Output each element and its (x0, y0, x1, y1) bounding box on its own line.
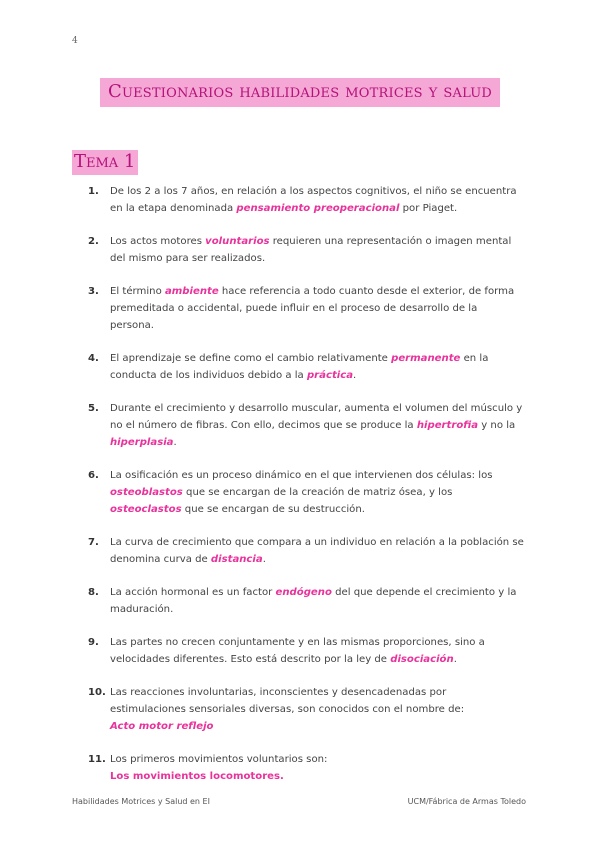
question-number: 7. (88, 537, 99, 548)
question-number: 11. (88, 754, 106, 765)
answer: osteoblastos (110, 487, 183, 498)
footer-institution: UCM/Fábrica de Armas Toledo (407, 797, 526, 806)
question-text: Durante el crecimiento y desarrollo muscular, aumenta el volumen del músculo y no el número de fibras. Con ello, decimos que se produce la (110, 403, 523, 431)
answer: disociación (390, 654, 454, 665)
page-mark: 4 (72, 36, 78, 46)
question-text: El término (110, 286, 165, 297)
question-item (88, 400, 524, 451)
question-item (88, 751, 524, 785)
question-text: del que depende el crecimiento y la maduración. (110, 587, 517, 615)
answer: Acto motor reflejo (110, 721, 214, 732)
answer: endógeno (275, 587, 332, 598)
question-text: y no la (478, 420, 516, 431)
answer: hipertrofia (416, 420, 479, 431)
answer: Los movimientos locomotores. (110, 771, 284, 782)
question-item (88, 584, 524, 618)
answer: ambiente (164, 286, 219, 297)
page-title: Cuestionarios habilidades motrices y salud (100, 78, 500, 107)
question-item (88, 467, 524, 518)
question-text: La curva de crecimiento que compara a un individuo en relación a la población se denomina curva de (110, 537, 524, 565)
question-item (88, 233, 524, 267)
question-text: . (353, 370, 357, 381)
question-text: Las partes no crecen conjuntamente y en las mismas proporciones, sino a velocidades diferentes. Esto está descrito por la ley de (110, 637, 485, 665)
answer: pensamiento preoperacional (236, 203, 400, 214)
question-number: 2. (88, 236, 99, 247)
answer: hiperplasia (110, 437, 174, 448)
question-text: La acción hormonal es un factor (110, 587, 276, 598)
question-text: Los primeros movimientos voluntarios son: (110, 754, 328, 765)
question-item (88, 634, 524, 668)
question-text: . (173, 437, 177, 448)
question-text: El aprendizaje se define como el cambio relativamente (110, 353, 392, 364)
question-text: por Piaget. (399, 203, 458, 214)
question-text: requieren una representación o imagen mental del mismo para ser realizados. (110, 236, 512, 264)
answer: práctica (306, 370, 354, 381)
question-text: De los 2 a los 7 años, en relación a los aspectos cognitivos, el niño se encuentra en la etapa denominada (110, 186, 517, 214)
question-number: 8. (88, 587, 99, 598)
question-number: 4. (88, 353, 99, 364)
question-text: que se encargan de su destrucción. (181, 504, 365, 515)
question-text: . (453, 654, 457, 665)
question-item (88, 283, 524, 334)
answer: distancia (210, 554, 263, 565)
question-number: 6. (88, 470, 99, 481)
answer: voluntarios (205, 236, 270, 247)
question-text: . (262, 554, 266, 565)
question-text: hace referencia a todo cuanto desde el exterior, de forma premeditada o accidental, puede influir en el proceso de desarrollo de la persona. (110, 286, 515, 331)
question-item (88, 350, 524, 384)
question-text: Los actos motores (110, 236, 206, 247)
question-text: Las reacciones involuntarias, inconscientes y desencadenadas por estimulaciones sensoriales diversas, son conocidos con el nombre de: (110, 687, 465, 715)
answer: osteoclastos (110, 504, 182, 515)
question-item (88, 183, 524, 217)
question-text: que se encargan de la creación de matriz ósea, y los (182, 487, 453, 498)
question-number: 10. (88, 687, 106, 698)
question-text: en la conducta de los individuos debido a la (110, 353, 489, 381)
section-heading (72, 150, 138, 175)
question-text: La osificación es un proceso dinámico en el que intervienen dos células: los (110, 470, 493, 481)
question-number: 5. (88, 403, 99, 414)
section-title: Tema 1 (72, 150, 138, 175)
question-number: 1. (88, 186, 99, 197)
question-item (88, 684, 524, 735)
footer-course: Habilidades Motrices y Salud en EI (72, 797, 210, 806)
title-wrap (0, 78, 600, 107)
answer: permanente (391, 353, 461, 364)
question-item (88, 534, 524, 568)
question-number: 9. (88, 637, 99, 648)
question-list (88, 183, 524, 801)
question-number: 3. (88, 286, 99, 297)
